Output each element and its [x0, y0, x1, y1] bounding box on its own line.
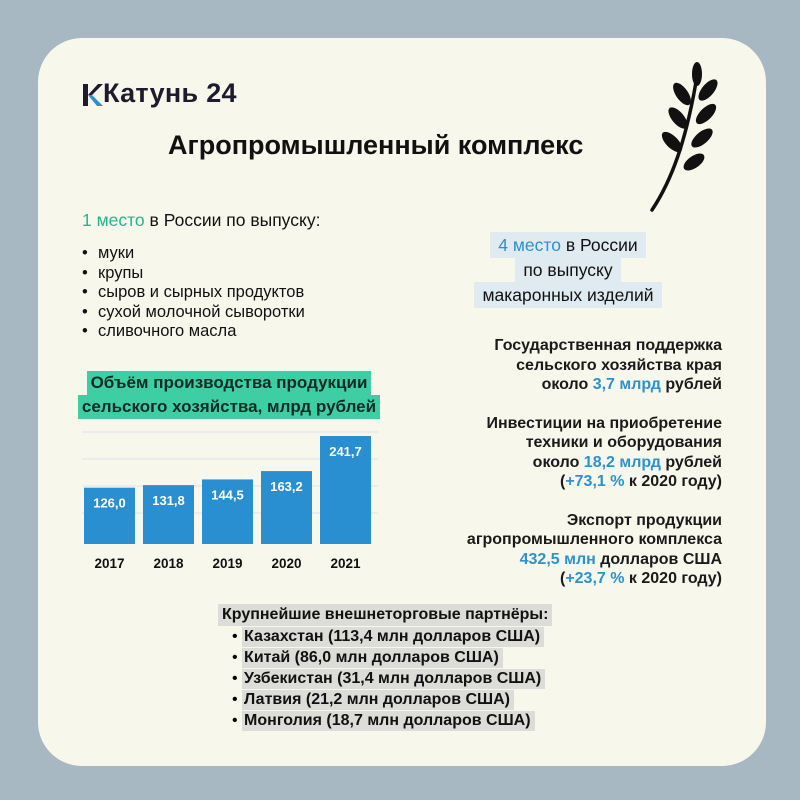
page-title: Агропромышленный комплекс — [168, 130, 584, 160]
list-item: • Китай (86,0 млн долларов США) — [232, 648, 552, 668]
brand-k-icon — [81, 80, 103, 110]
fact-investments — [467, 414, 722, 492]
infographic-card — [38, 38, 766, 766]
partner-mongolia: Монголия (18,7 млн долларов США) — [242, 711, 535, 731]
bar-value-label: 126,0 — [93, 495, 126, 511]
partner-kazakhstan: Казахстан (113,4 млн долларов США) — [242, 627, 544, 647]
bar-value-label: 163,2 — [270, 479, 303, 495]
fact-paren: ( — [559, 473, 566, 490]
partner-latvia: Латвия (21,2 млн долларов США) — [242, 690, 514, 710]
fact-state-support — [467, 336, 722, 395]
fact-line: техники и оборудования — [525, 434, 722, 451]
wheat-icon — [644, 60, 734, 220]
brand-name: Катунь 24 — [103, 78, 237, 108]
rank-4-line-2: по выпуску — [515, 257, 620, 283]
fact-post: рублей — [660, 453, 722, 471]
x-tick-label: 2017 — [94, 556, 125, 571]
x-tick-label: 2019 — [212, 556, 243, 571]
fact-line: сельского хозяйства края — [516, 356, 722, 374]
fact-post: рублей — [660, 376, 722, 393]
bar-value-label: 241,7 — [329, 444, 362, 459]
rank-4-line-3: макаронных изделий — [474, 282, 661, 308]
product-list — [82, 244, 305, 342]
partners-list — [218, 627, 552, 731]
bar-value-label: 144,5 — [211, 487, 244, 503]
partners-header: Крупнейшие внешнеторговые партнёры: — [218, 604, 552, 626]
facts-block — [467, 336, 722, 608]
list-item: • Казахстан (113,4 млн долларов США) — [232, 627, 552, 647]
chart-title-line-2: сельского хозяйства, млрд рублей — [78, 395, 380, 419]
fact-line: агропромышленного комплекса — [466, 531, 722, 548]
list-item: • муки — [82, 244, 305, 264]
fact-growth-text: к 2020 году) — [624, 473, 722, 490]
list-item: • Латвия (21,2 млн долларов США) — [232, 690, 552, 710]
rank-4-place: 4 место — [498, 235, 561, 255]
rank-1-heading — [82, 210, 320, 231]
fact-paren: ( — [559, 570, 566, 587]
fact-growth: +23,7 % — [565, 570, 625, 587]
fact-pre: около — [541, 376, 593, 393]
fact-line: Инвестиции на приобретение — [486, 414, 722, 432]
rank-1-text: в России по выпуску: — [144, 210, 321, 230]
fact-pre: около — [532, 453, 584, 471]
list-item: • Узбекистан (31,4 млн долларов США) — [232, 669, 552, 689]
rank-1-place: 1 место — [82, 210, 145, 230]
fact-growth-text: к 2020 году) — [624, 570, 722, 587]
fact-value: 3,7 млрд — [592, 376, 661, 393]
fact-export — [467, 511, 722, 589]
production-bar-chart — [76, 424, 386, 574]
rank-4-box — [438, 232, 698, 307]
fact-value: 18,2 млрд — [583, 453, 661, 471]
x-tick-label: 2018 — [153, 556, 184, 571]
partner-uzbekistan: Узбекистан (31,4 млн долларов США) — [242, 669, 545, 689]
fact-post: долларов США — [595, 550, 722, 568]
list-item: • сухой молочной сыворотки — [82, 303, 305, 323]
trade-partners — [218, 604, 552, 731]
fact-line: Экспорт продукции — [566, 511, 722, 529]
list-item: • сливочного масла — [82, 322, 305, 342]
bar-value-label: 131,8 — [152, 493, 185, 509]
list-item: • крупы — [82, 264, 305, 284]
fact-growth: +73,1 % — [565, 473, 625, 490]
fact-value: 432,5 млн — [519, 550, 596, 568]
list-item: • сыров и сырных продуктов — [82, 283, 305, 303]
x-tick-label: 2020 — [271, 556, 302, 571]
x-tick-label: 2021 — [330, 556, 361, 571]
fact-line: Государственная поддержка — [494, 337, 722, 354]
partner-china: Китай (86,0 млн долларов США) — [242, 648, 503, 668]
chart-title-line-1: Объём производства продукции — [87, 371, 372, 395]
rank-4-text: в России — [560, 235, 638, 255]
rank-4-line-1 — [490, 232, 645, 258]
list-item: • Монголия (18,7 млн долларов США) — [232, 711, 552, 731]
chart-title — [66, 371, 392, 419]
